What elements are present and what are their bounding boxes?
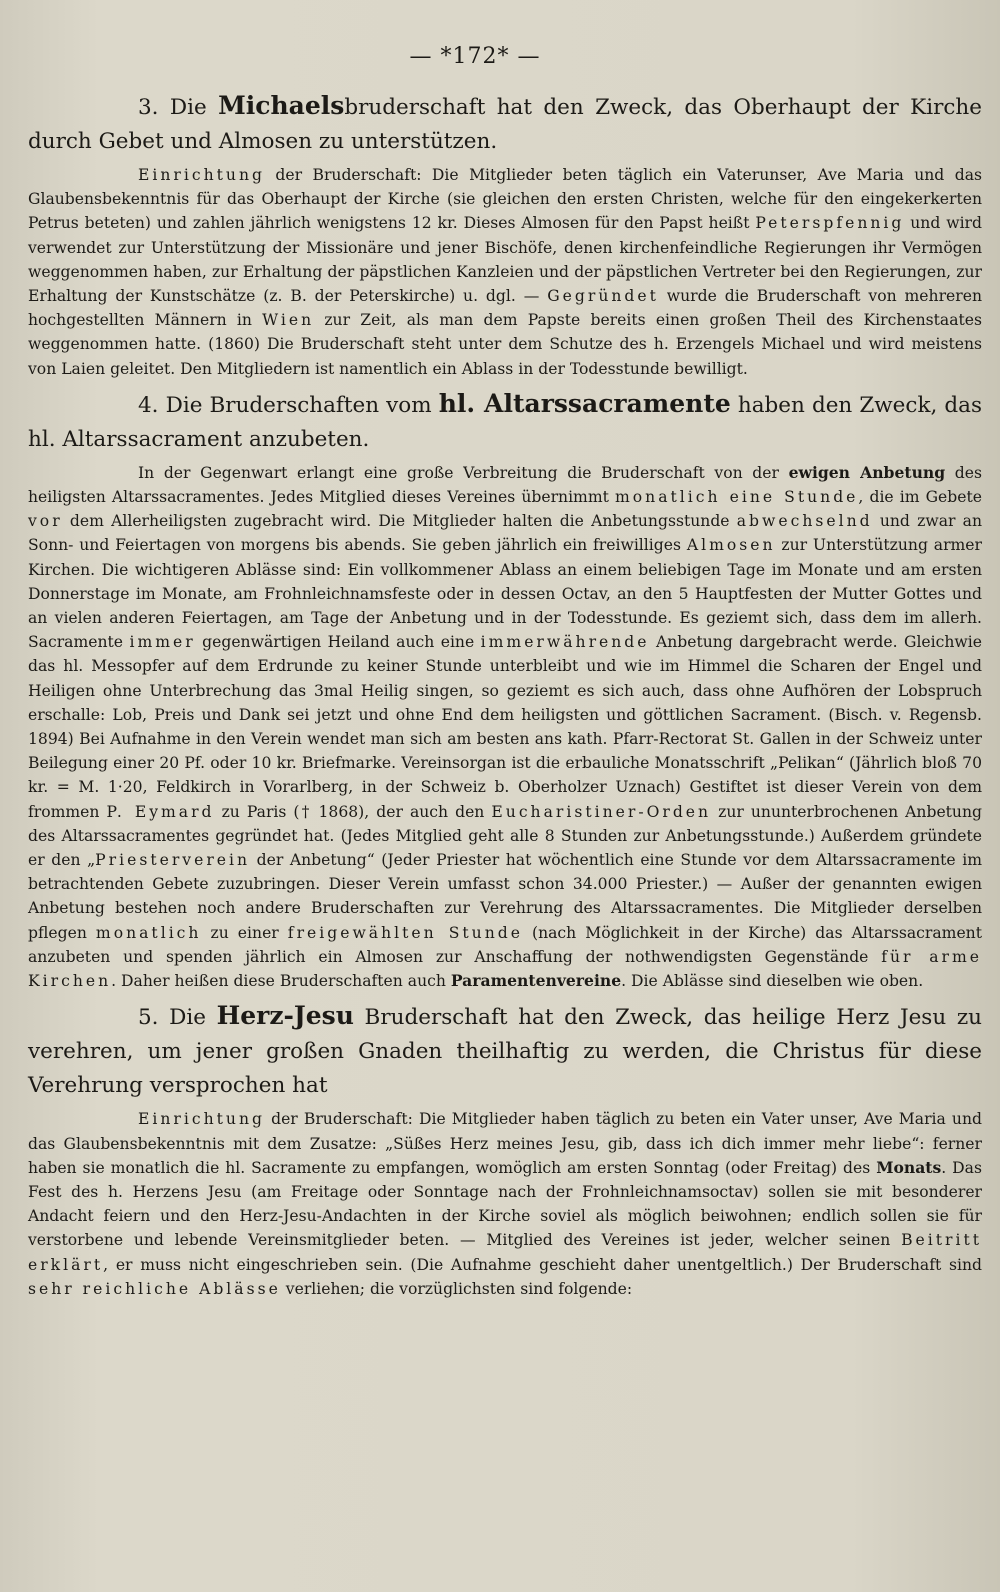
spaced-term: immer (129, 633, 196, 652)
section-heading (28, 89, 982, 159)
heading-name: Michaels (218, 91, 345, 120)
lead-word: Einrichtung (138, 166, 265, 184)
heading-rest: haben den Zweck, das hl. Altarssacrament anzubeten. (28, 392, 982, 452)
body-text: des heiligsten Altarssacramentes. Jedes Mitglied dieses Vereines übernimmt (28, 463, 983, 507)
body-text: verliehen; die vorzüglichsten sind folgende: (280, 1279, 633, 1298)
spaced-term: P. Eymard (106, 802, 215, 821)
page-number: — *172* — (409, 44, 541, 69)
term-city: Wien (262, 311, 315, 330)
term-peterspfennig: Peterspfennig (755, 214, 905, 233)
body-text: (nach Möglichkeit in der Kirche) das Altarssacrament anzubeten und spenden jährlich ein Almosen zur Anschaffung der nothwendigsten Gegenstände (28, 923, 982, 966)
section-body (28, 461, 982, 993)
term-paramentenvereine: Paramentenvereine (450, 971, 622, 991)
body-text: der Anbetung“ (Jeder Priester hat wöchentlich eine Stunde vor dem Altarssacramente im betrachtenden Gebete zuzubringen. Dieser Verein umfasst schon 34.000 Priester.) — Außer der genannten ewigen Anbetung bestehen noch andere Bruderschaften zur Verehrung des Altarssacramentes. Die Mitglieder derselben pflegen (28, 851, 982, 942)
section-altar-sacrament-brotherhood (28, 387, 982, 993)
heading-prefix: Die Bruderschaften vom (165, 392, 432, 418)
body-text: . Die Ablässe sind dieselben wie oben. (621, 972, 924, 991)
body-text: gegenwärtigen Heiland auch eine (195, 633, 481, 652)
body-text: zur Zeit, als man dem Papste bereits einen großen Theil des Kirchenstaates weggenommen hatte. (1860) Die Bruderschaft steht unter dem Schutze des h. Erzengels Michael und wird meistens von Laien geleitet. Den Mitgliedern ist namentlich ein Ablass in der Todesstunde bewilligt. (28, 311, 982, 378)
spaced-term: vor (28, 512, 63, 531)
section-heading (28, 999, 982, 1103)
body-text: dem Allerheiligsten zugebracht wird. Die Mitglieder halten die Anbetungsstunde (62, 512, 737, 531)
section-michael-brotherhood (28, 89, 982, 381)
body-text: zu Paris († 1868), der auch den (214, 802, 492, 821)
section-sacred-heart-brotherhood (28, 999, 982, 1301)
heading-name: Herz-Jesu (216, 1001, 354, 1031)
spaced-term: freigewählten Stunde (287, 923, 523, 942)
section-number: 3. (138, 95, 159, 120)
section-heading (28, 387, 982, 457)
body-text: . Daher heißen diese Bruderschaften auch (111, 972, 451, 991)
section-body (28, 1107, 982, 1301)
body-text: wurde die Bruderschaft von mehreren hochgestellten Männern in (28, 287, 982, 330)
spaced-term: monatlich eine Stunde (614, 488, 859, 507)
body-text: zur ununterbrochenen Anbetung des Altarssacramentes gegründet hat. (Jedes Mitglied geht alle 8 Stunden zur Anbetungsstunde.) Außerdem gründete er den „ (28, 802, 983, 870)
body-text: Anbetung dargebracht werde. Gleichwie das hl. Messopfer auf dem Erdrunde zu keiner Stunde unterbleibt und wie im Himmel die Scharen der Engel und Heiligen ohne Unterbrechung das 3mal Heilig singen, so geziemt es sich auch, dass ohne Aufhören der Lobspruch erschalle: Lob, Preis und Dank sei jetzt und ohne End dem heiligsten und göttlichen Sacrament. (Bisch. v. Regensb. 1894) Bei Aufnahme in den Verein wendet man sich am besten ans kath. Pfarr-Rectorat St. Gallen in der Schweiz unter Beilegung einer 20 Pf. oder 10 kr. Briefmarke. Vereinsorgan ist die erbauliche Monatsschrift „Pelikan“ (Jährlich bloß 70 kr. = M. 1·20, Feldkirch in Vorarlberg, in der Schweiz b. Oberholzer Uznach) Gestiftet ist dieser Verein von dem frommen (28, 633, 982, 821)
term-founded: Gegründet (547, 287, 659, 306)
spaced-term: Almosen (686, 536, 776, 555)
body-text: zur Unterstützung armer Kirchen. Die wichtigeren Ablässe sind: Ein vollkommener Ablass an einem beliebigen Tage im Monate und am ersten Donnerstage im Monate, am Frohnleichnamsfeste oder in dessen Octav, an den 5 Hauptfesten der Mutter Gottes und an vielen anderen Feiertagen, am Tage der Anbetung und in der Todesstunde. Es geziemt sich, dass dem im allerh. Sacramente (28, 536, 982, 652)
section-body (28, 163, 982, 381)
body-text: der Bruderschaft: Die Mitglieder beten täglich ein Vaterunser, Ave Maria und das Glaubensbekenntnis für das Oberhaupt der Kirche (sie gleichen den ersten Christen, welche für den eingekerkerten Petrus beteten) und zahlen jährlich wenigstens 12 kr. Dieses Almosen für den Papst heißt (28, 166, 982, 233)
section-number: 4. (138, 392, 159, 418)
body-text: , die im Gebete (858, 488, 982, 507)
spaced-term: Eucharistiner-Orden (491, 802, 712, 821)
heading-rest: Bruderschaft hat den Zweck, das heilige Herz Jesu zu verehren, um jener großen Gnaden theilhaftig zu werden, die Christus für diese Verehrung versprochen hat (28, 1005, 982, 1099)
heading-prefix: Die (169, 1005, 206, 1031)
spaced-term: immerwährende (480, 633, 650, 652)
heading-prefix: Die (169, 95, 207, 120)
body-text: zu einer (201, 923, 288, 942)
heading-name: hl. Altarssacramente (438, 388, 731, 418)
body-text: und zwar an Sonn- und Feiertagen von morgens bis abends. Sie geben jährlich ein freiwilliges (28, 512, 983, 555)
body-text: . Das Fest des h. Herzens Jesu (am Freitage oder Sonntage nach der Frohnleichnamsoctav) sollen sie mit besonderer Andacht feiern und den Herz-Jesu-Andachten in der Kirche soviel als möglich beiwohnen; endlich sollen sie für verstorbene und lebende Vereinsmitglieder beten. — Mitglied des Vereines ist jeder, welcher seinen (28, 1158, 982, 1250)
spaced-term: Priesterverein (95, 851, 251, 870)
spaced-term: sehr reichliche Ablässe (28, 1279, 281, 1298)
body-text: In der Gegenwart erlangt eine große Verbreitung die Bruderschaft von der (138, 463, 789, 482)
body-text: der Bruderschaft: Die Mitglieder haben täglich zu beten ein Vater unser, Ave Maria und das Glaubensbekenntnis mit dem Zusatze: „Süßes Herz meines Jesu, gib, dass ich dich immer mehr liebe“: ferner haben sie monatlich die hl. Sacramente zu empfangen, womöglich am ersten Sonntag (oder Freitag) des (28, 1110, 982, 1177)
spaced-term: Beitritt erklärt (28, 1231, 982, 1274)
body-text: , er muss nicht eingeschrieben sein. (Die Aufnahme geschieht daher unentgeltlich.) Der Bruderschaft sind (103, 1255, 982, 1274)
spaced-term: monatlich (95, 923, 202, 942)
term-eternal-adoration: ewigen Anbetung (788, 462, 946, 482)
spaced-term: abwechselnd (736, 512, 873, 531)
term-month: Monats (876, 1157, 942, 1177)
heading-rest: bruderschaft hat den Zweck, das Oberhaupt der Kirche durch Gebet und Almosen zu unterstützen. (28, 95, 983, 154)
section-number: 5. (138, 1005, 159, 1031)
lead-word: Einrichtung (138, 1110, 265, 1129)
body-text: und wird verwendet zur Unterstützung der Missionäre und jener Bischöfe, denen kirchenfeindliche Regierungen ihr Vermögen weggenommen haben, zur Erhaltung der päpstlichen Kanzleien und der päpstlichen Vertreter bei den Regierungen, zur Erhaltung der Kunstschätze (z. B. der Peterskirche) u. dgl. — (28, 214, 982, 306)
spaced-term: für arme Kirchen (28, 947, 982, 991)
